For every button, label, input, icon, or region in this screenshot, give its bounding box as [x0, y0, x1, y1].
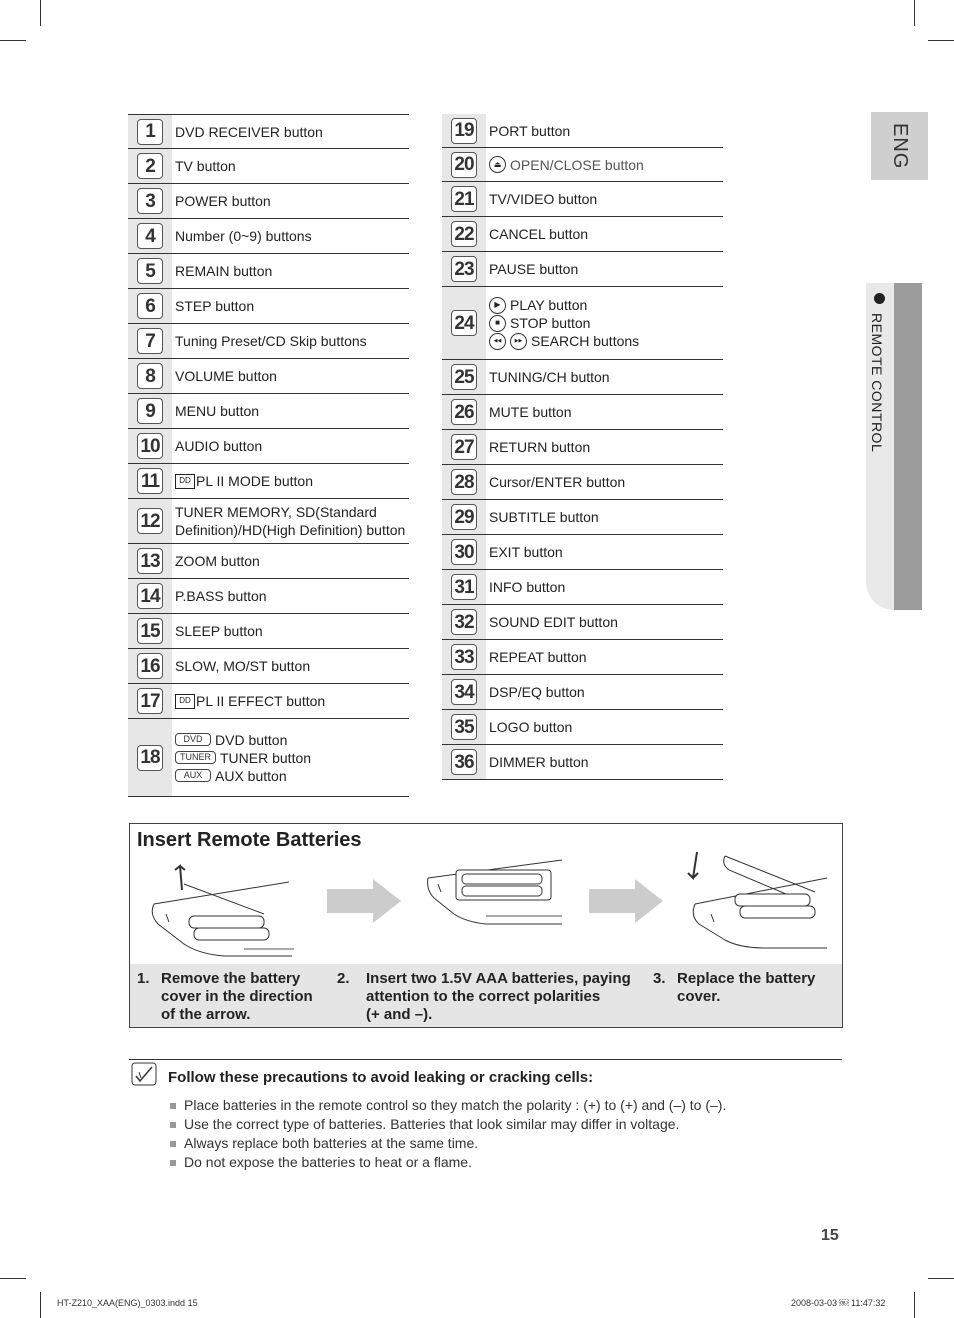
item-number-badge: 1 — [137, 119, 163, 145]
item-label: SLOW, MO/ST button — [175, 658, 311, 674]
item-number-badge: 8 — [137, 363, 163, 389]
left-button-table — [128, 114, 409, 797]
table-row — [128, 684, 409, 719]
battery-step-3: 3. Replace the battery cover. — [653, 970, 816, 1005]
item-label: SEARCH buttons — [531, 333, 640, 349]
note-divider — [129, 1059, 842, 1060]
item-number-badge: 25 — [451, 364, 477, 390]
item-label: MENU button — [175, 403, 260, 419]
right-arrow-icon — [327, 879, 402, 923]
item-description — [486, 430, 723, 464]
item-label: TUNER button — [220, 749, 312, 766]
item-number-cell — [128, 115, 172, 148]
item-number-badge: 24 — [451, 310, 477, 336]
item-number-badge: 14 — [137, 583, 163, 609]
item-number-badge: 11 — [137, 468, 163, 494]
item-label: CANCEL button — [489, 226, 589, 242]
item-label: LOGO button — [489, 719, 573, 735]
table-row — [128, 499, 409, 544]
item-number-badge: 26 — [451, 399, 477, 425]
item-description — [172, 579, 409, 613]
item-description — [172, 614, 409, 648]
item-number-cell — [442, 217, 486, 251]
item-label: AUDIO button — [175, 438, 263, 454]
item-description — [486, 148, 723, 181]
item-number-cell — [128, 219, 172, 253]
item-number-badge: 36 — [451, 749, 477, 775]
table-row — [442, 182, 723, 217]
item-number-badge: 10 — [137, 433, 163, 459]
item-label: SUBTITLE button — [489, 509, 599, 525]
battery-steps-band — [130, 964, 842, 1027]
page-number: 15 — [821, 1227, 839, 1244]
item-number-badge: 23 — [451, 256, 477, 282]
table-row — [442, 500, 723, 535]
item-description — [486, 745, 723, 779]
crop-mark — [914, 0, 915, 26]
table-row — [442, 114, 723, 148]
footer-timestamp: 2008-03-03 ￼ 11:47:32 — [791, 1298, 886, 1308]
item-label: Definition)/HD(High Definition) button — [175, 522, 406, 538]
item-number-cell — [128, 544, 172, 578]
item-description — [486, 465, 723, 499]
table-row — [442, 217, 723, 252]
item-number-badge: 33 — [451, 644, 477, 670]
item-number-cell — [442, 745, 486, 779]
item-label: P.BASS button — [175, 588, 267, 604]
item-description — [172, 429, 409, 463]
section-tab — [866, 283, 922, 610]
item-number-badge: 16 — [137, 653, 163, 679]
item-number-cell — [442, 500, 486, 534]
table-row — [442, 395, 723, 430]
list-item: Use the correct type of batteries. Batteries that look similar may differ in voltage. — [170, 1115, 726, 1134]
table-row — [128, 115, 409, 149]
item-description — [486, 287, 723, 359]
item-label: PL II EFFECT button — [196, 693, 326, 709]
item-number-badge: 19 — [451, 118, 477, 144]
table-row — [442, 360, 723, 395]
item-number-cell — [442, 148, 486, 181]
item-description — [486, 640, 723, 674]
item-number-badge: 7 — [137, 328, 163, 354]
item-number-badge: 12 — [137, 508, 163, 534]
item-label: PL II MODE button — [196, 473, 313, 489]
dolby-logo-icon: DD — [175, 474, 195, 489]
item-label: DSP/EQ button — [489, 684, 585, 700]
item-label: RETURN button — [489, 439, 591, 455]
note-title: Follow these precautions to avoid leaking or cracking cells: — [168, 1069, 594, 1086]
item-number-badge: 35 — [451, 714, 477, 740]
item-number-badge: 18 — [137, 745, 163, 771]
item-number-cell — [442, 570, 486, 604]
item-number-badge: 32 — [451, 609, 477, 635]
item-number-cell — [442, 640, 486, 674]
dvd-button-icon: DVD — [175, 733, 211, 746]
item-number-cell — [442, 430, 486, 464]
remote-cover-replaced-illustration — [685, 844, 835, 949]
item-description — [486, 535, 723, 569]
item-number-badge: 31 — [451, 574, 477, 600]
item-description — [486, 360, 723, 394]
note-pencil-icon — [131, 1062, 157, 1086]
item-number-badge: 15 — [137, 618, 163, 644]
item-label: DVD RECEIVER button — [175, 123, 323, 140]
item-description — [172, 254, 409, 288]
item-number-cell — [128, 499, 172, 543]
item-label: PLAY button — [510, 297, 588, 313]
item-label: MUTE button — [489, 404, 572, 420]
table-row — [442, 710, 723, 745]
table-row — [128, 149, 409, 184]
item-description — [172, 184, 409, 218]
item-number-cell — [128, 359, 172, 393]
item-number-cell — [128, 324, 172, 358]
crop-mark — [928, 40, 954, 41]
table-row — [128, 359, 409, 394]
item-number-cell — [442, 114, 486, 147]
item-label: Cursor/ENTER button — [489, 474, 626, 490]
stop-icon: ■ — [489, 315, 506, 332]
item-description — [172, 149, 409, 183]
list-item: Place batteries in the remote control so they match the polarity : (+) to (+) and (–) to (–). — [170, 1096, 726, 1115]
bullet-dot-icon — [874, 293, 885, 304]
item-description — [486, 570, 723, 604]
table-row — [128, 719, 409, 797]
item-label: VOLUME button — [175, 368, 277, 384]
crop-mark — [914, 1292, 915, 1318]
table-row — [442, 605, 723, 640]
item-description — [172, 464, 409, 498]
item-number-badge: 5 — [137, 258, 163, 284]
item-number-cell — [128, 579, 172, 613]
item-label: OPEN/CLOSE button — [510, 156, 644, 173]
table-row — [442, 148, 723, 182]
item-number-badge: 4 — [137, 223, 163, 249]
item-number-badge: 28 — [451, 469, 477, 495]
play-icon: ▶ — [489, 297, 506, 314]
battery-step-2: 2. Insert two 1.5V AAA batteries, paying attention to the correct polarities (+ and –). — [337, 970, 631, 1023]
item-label: TUNER MEMORY, SD(Standard — [175, 504, 377, 520]
item-number-cell — [442, 675, 486, 709]
language-tab-label: ENG — [889, 122, 911, 170]
item-number-cell — [128, 394, 172, 428]
item-number-cell — [442, 287, 486, 359]
table-row — [442, 640, 723, 675]
footer-filename: HT-Z210_XAA(ENG)_0303.indd 15 — [57, 1298, 198, 1308]
item-description — [486, 217, 723, 251]
item-label: DIMMER button — [489, 754, 589, 770]
item-label: POWER button — [175, 193, 271, 209]
table-row — [442, 570, 723, 605]
item-label: DVD button — [215, 731, 288, 748]
item-description — [172, 649, 409, 683]
item-description — [172, 544, 409, 578]
item-number-cell — [442, 710, 486, 744]
crop-mark — [40, 0, 41, 26]
item-description — [486, 114, 723, 147]
item-label: STOP button — [510, 315, 591, 331]
item-description — [486, 182, 723, 216]
table-row — [128, 464, 409, 499]
table-row — [128, 254, 409, 289]
item-description — [172, 684, 409, 718]
item-label: INFO button — [489, 579, 566, 595]
dolby-logo-icon: DD — [175, 694, 195, 709]
note-bullet-list — [170, 1096, 726, 1172]
remote-cover-removed-illustration — [144, 854, 309, 959]
battery-section-title: Insert Remote Batteries — [137, 829, 362, 851]
item-number-cell — [128, 464, 172, 498]
item-number-cell — [442, 395, 486, 429]
item-number-cell — [442, 605, 486, 639]
item-description — [172, 324, 409, 358]
item-description — [172, 359, 409, 393]
item-number-cell — [128, 649, 172, 683]
item-number-cell — [128, 429, 172, 463]
remote-batteries-illustration — [426, 854, 566, 954]
table-row — [128, 429, 409, 464]
battery-section — [129, 823, 843, 1028]
table-row — [128, 614, 409, 649]
item-number-badge: 27 — [451, 434, 477, 460]
list-item: Do not expose the batteries to heat or a flame. — [170, 1153, 726, 1172]
item-description — [486, 605, 723, 639]
item-label: TV/VIDEO button — [489, 191, 598, 207]
crop-mark — [0, 1278, 26, 1279]
item-label: Number (0~9) buttons — [175, 228, 312, 244]
table-row — [442, 535, 723, 570]
aux-button-icon: AUX — [175, 769, 211, 782]
table-row — [128, 289, 409, 324]
item-number-cell — [128, 614, 172, 648]
crop-mark — [928, 1278, 954, 1279]
item-number-badge: 9 — [137, 398, 163, 424]
item-label: REMAIN button — [175, 263, 273, 279]
item-label: TV button — [175, 158, 236, 174]
item-number-cell — [442, 252, 486, 286]
item-number-badge: 22 — [451, 221, 477, 247]
item-description — [172, 719, 409, 796]
language-tab — [871, 112, 928, 180]
item-description — [172, 289, 409, 323]
table-row — [128, 544, 409, 579]
item-number-badge: 34 — [451, 679, 477, 705]
item-label: PORT button — [489, 122, 571, 139]
table-row — [442, 465, 723, 500]
table-row — [128, 219, 409, 254]
table-row — [442, 252, 723, 287]
list-item: Always replace both batteries at the same time. — [170, 1134, 726, 1153]
tuner-button-icon: TUNER — [175, 751, 216, 764]
item-number-cell — [128, 684, 172, 718]
table-row — [442, 745, 723, 780]
table-row — [128, 324, 409, 359]
section-tab-label: REMOTE CONTROL — [869, 313, 885, 453]
item-number-badge: 2 — [137, 153, 163, 179]
item-number-badge: 20 — [451, 152, 477, 178]
item-description — [172, 115, 409, 148]
item-number-badge: 17 — [137, 688, 163, 714]
item-number-badge: 3 — [137, 188, 163, 214]
item-description — [486, 500, 723, 534]
item-label: ZOOM button — [175, 553, 260, 569]
table-row — [442, 675, 723, 710]
item-number-badge: 21 — [451, 186, 477, 212]
item-number-cell — [128, 719, 172, 796]
right-button-table — [442, 114, 723, 780]
item-number-badge: 13 — [137, 548, 163, 574]
right-arrow-icon — [589, 879, 664, 923]
item-label: EXIT button — [489, 544, 563, 560]
item-label: SLEEP button — [175, 623, 263, 639]
item-description — [172, 499, 409, 543]
crop-mark — [40, 1292, 41, 1318]
item-description — [486, 252, 723, 286]
search-forward-icon: ▶▶ — [510, 333, 527, 350]
item-number-badge: 30 — [451, 539, 477, 565]
table-row — [128, 394, 409, 429]
item-number-badge: 29 — [451, 504, 477, 530]
item-label: PAUSE button — [489, 261, 579, 277]
item-number-cell — [442, 465, 486, 499]
item-description — [486, 710, 723, 744]
table-row — [128, 184, 409, 219]
battery-step-1: 1. Remove the battery cover in the direction of the arrow. — [137, 970, 313, 1023]
item-number-cell — [442, 535, 486, 569]
item-label: STEP button — [175, 298, 255, 314]
item-label: TUNING/CH button — [489, 369, 610, 385]
item-label: SOUND EDIT button — [489, 614, 618, 630]
table-row — [128, 579, 409, 614]
eject-icon: ⏏ — [489, 156, 506, 173]
item-number-cell — [128, 254, 172, 288]
item-label: AUX button — [215, 767, 287, 784]
crop-mark — [0, 40, 26, 41]
item-description — [172, 394, 409, 428]
item-description — [486, 675, 723, 709]
table-row — [128, 649, 409, 684]
item-number-cell — [442, 360, 486, 394]
item-description — [172, 219, 409, 253]
item-number-cell — [128, 149, 172, 183]
item-label: Tuning Preset/CD Skip buttons — [175, 333, 367, 349]
table-row — [442, 430, 723, 465]
item-description — [486, 395, 723, 429]
item-number-cell — [128, 289, 172, 323]
item-number-cell — [128, 184, 172, 218]
item-number-cell — [442, 182, 486, 216]
table-row — [442, 287, 723, 360]
item-label: REPEAT button — [489, 649, 587, 665]
search-back-icon: ◀◀ — [489, 333, 506, 350]
item-number-badge: 6 — [137, 293, 163, 319]
